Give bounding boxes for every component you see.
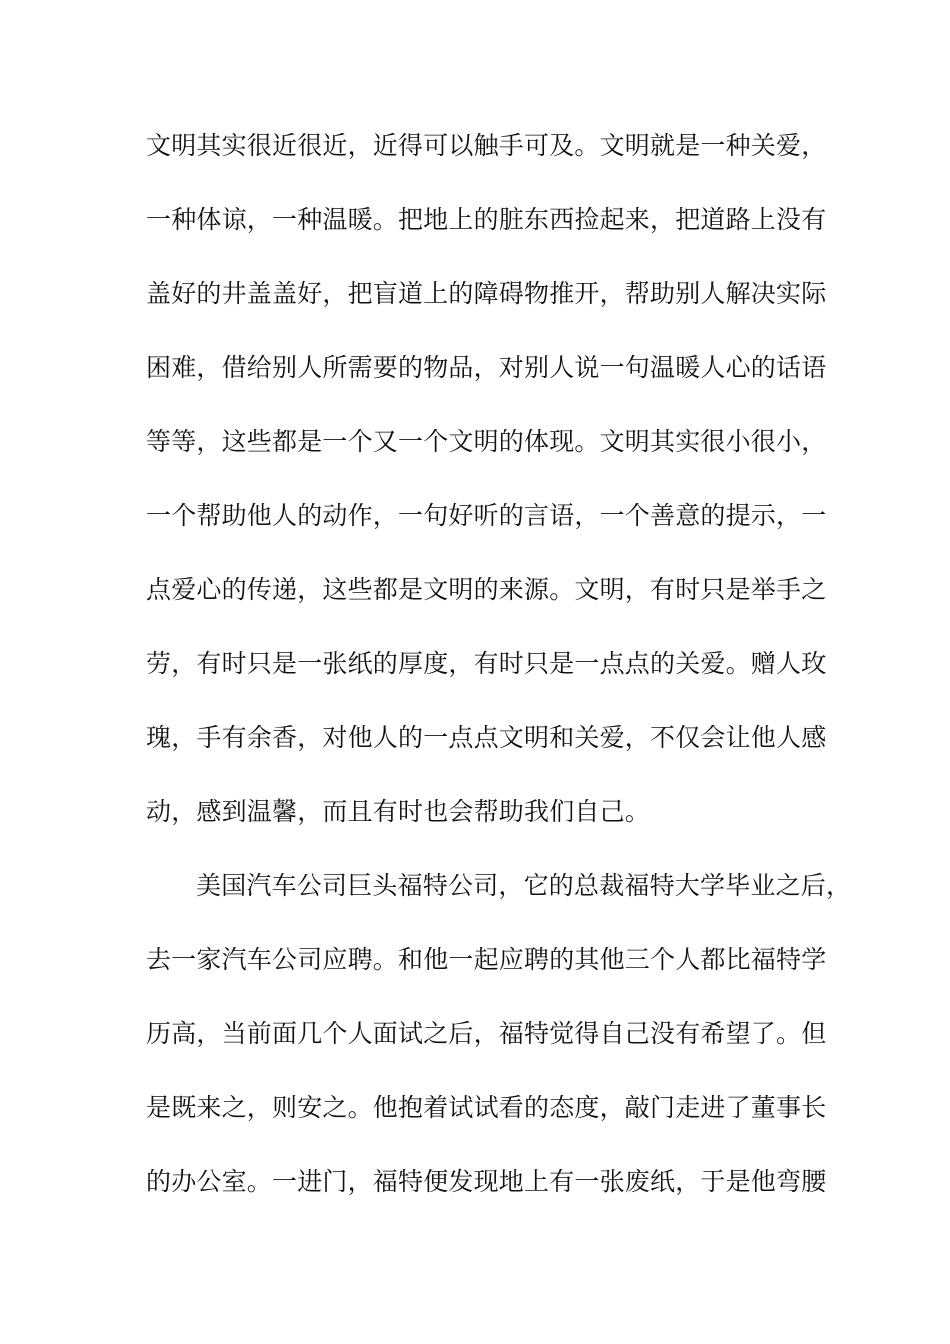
text-line: 瑰，手有余香，对他人的一点点文明和关爱，不仅会让他人感 [146, 723, 827, 752]
text-line: 盖好的井盖盖好，把盲道上的障碍物推开，帮助别人解决实际 [146, 279, 827, 308]
text-line: 一种体谅，一种温暖。把地上的脏东西捡起来，把道路上没有 [146, 205, 827, 234]
text-line: 等等，这些都是一个又一个文明的体现。文明其实很小很小， [146, 427, 827, 456]
text-line: 困难，借给别人所需要的物品，对别人说一句温暖人心的话语 [146, 353, 827, 382]
paragraph-2 [146, 868, 852, 1238]
text-line: 历高，当前面几个人面试之后，福特觉得自己没有希望了。但 [146, 1019, 827, 1048]
paragraph-1 [146, 128, 826, 868]
text-line: 美国汽车公司巨头福特公司，它的总裁福特大学毕业之后， [196, 871, 852, 900]
text-line: 是既来之，则安之。他抱着试试看的态度，敲门走进了董事长 [146, 1093, 827, 1122]
document-body [146, 128, 852, 1238]
text-line: 文明其实很近很近，近得可以触手可及。文明就是一种关爱， [146, 131, 827, 160]
text-line: 的办公室。一进门，福特便发现地上有一张废纸，于是他弯腰 [146, 1167, 827, 1196]
text-line: 劳，有时只是一张纸的厚度，有时只是一点点的关爱。赠人玫 [146, 649, 827, 678]
text-line: 去一家汽车公司应聘。和他一起应聘的其他三个人都比福特学 [146, 945, 827, 974]
text-line: 动，感到温馨，而且有时也会帮助我们自己。 [146, 797, 651, 826]
text-line: 点爱心的传递，这些都是文明的来源。文明，有时只是举手之 [146, 575, 827, 604]
text-line: 一个帮助他人的动作，一句好听的言语，一个善意的提示，一 [146, 501, 827, 530]
